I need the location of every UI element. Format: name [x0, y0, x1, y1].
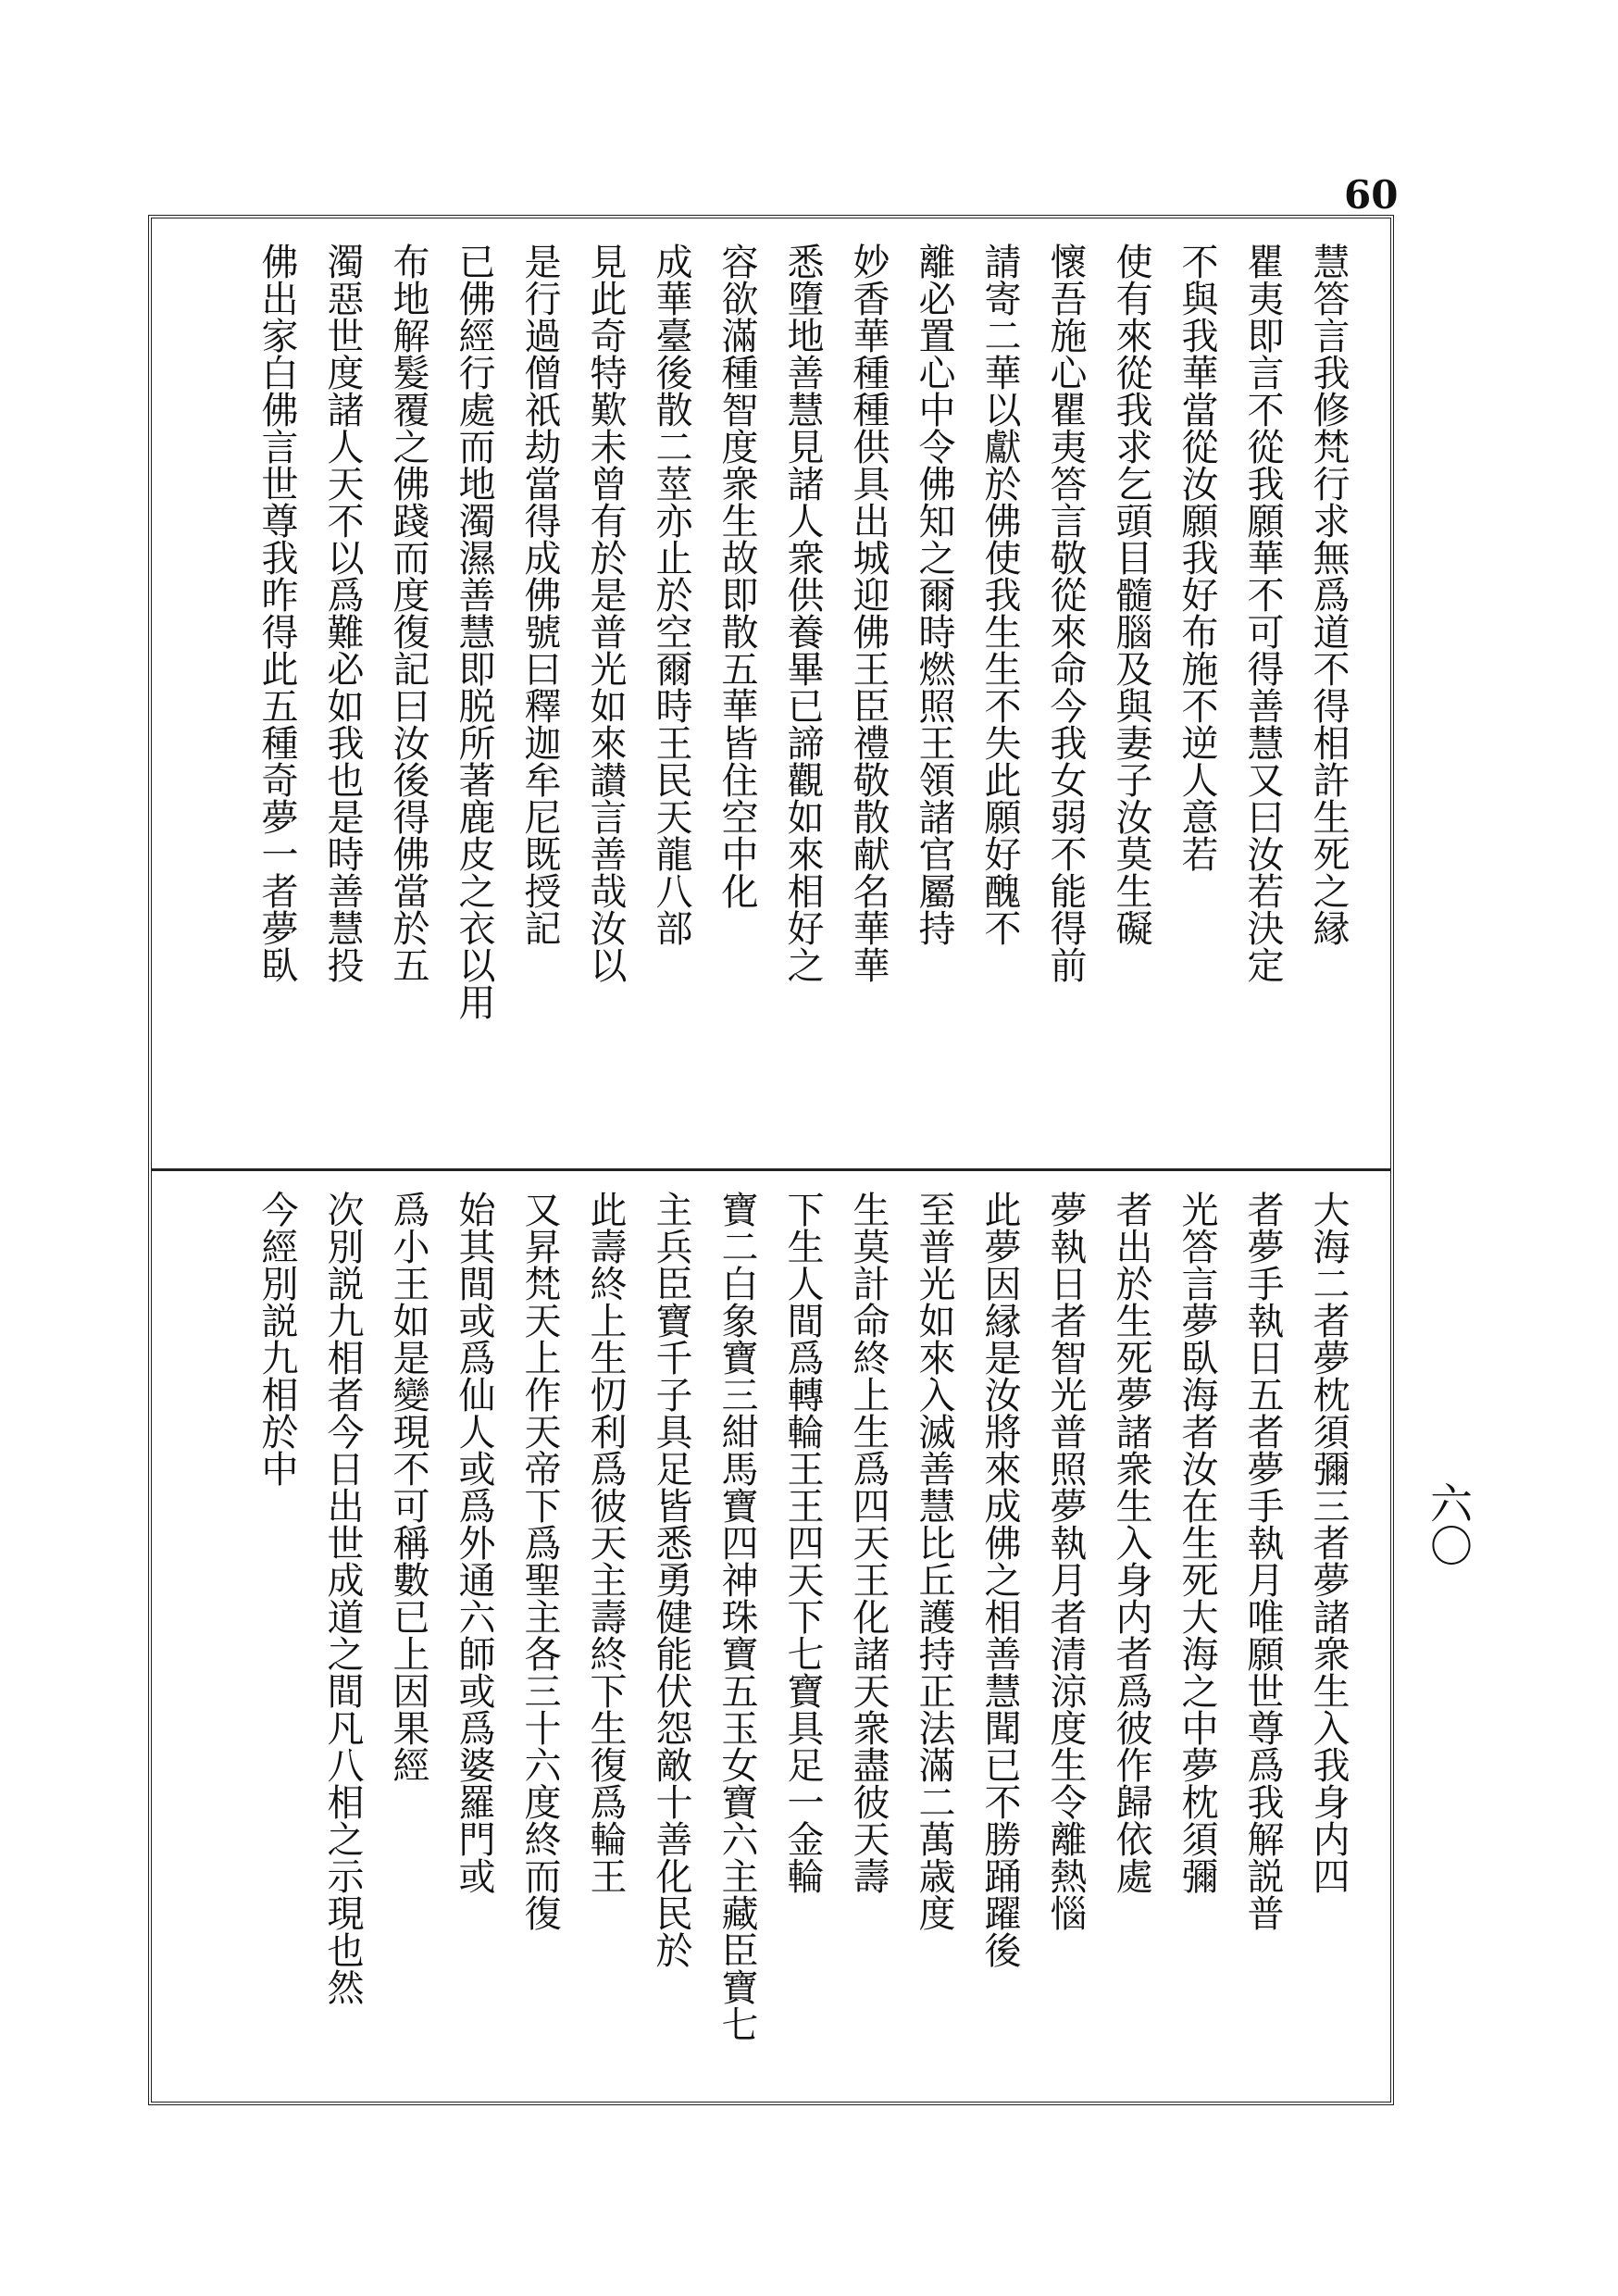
- text-column: 者夢手執日五者夢手執月唯願世尊爲我解説普: [1241, 1191, 1284, 1931]
- text-column: 容欲滿種智度衆生故即散五華皆住空中化: [716, 243, 758, 909]
- text-column: 請寄二華以獻於佛使我生生不失此願好醜不: [978, 243, 1021, 946]
- text-column: 此夢因縁是汝將來成佛之相善慧聞已不勝踊躍後: [978, 1191, 1021, 1968]
- text-column: 懷吾施心瞿夷答言敬從來命今我女弱不能得前: [1044, 243, 1087, 983]
- text-column: 是行過僧祇劫當得成佛號曰釋迦牟尼既授記: [518, 243, 561, 946]
- text-column: 見此奇特歎未曾有於是普光如來讃言善哉汝以: [584, 243, 627, 983]
- text-column: 者出於生死夢諸衆生入身内者爲彼作歸依處: [1110, 1191, 1152, 1894]
- text-column: 此壽終上生忉利爲彼天主壽終下生復爲輪王: [584, 1191, 627, 1894]
- upper-text-block: [185, 243, 1361, 1133]
- text-column: 離必置心中令佛知之爾時燃照王領諸官屬持: [913, 243, 955, 946]
- text-column: 光答言夢臥海者汝在生死大海之中夢枕須彌: [1176, 1191, 1218, 1894]
- text-column: 又昇梵天上作天帝下爲聖主各三十六度終而復: [518, 1191, 561, 1931]
- text-column: 夢執日者智光普照夢執月者清涼度生令離熱惱: [1044, 1191, 1087, 1931]
- page-number-arabic: 60: [1344, 172, 1399, 218]
- text-column: 成華臺後散二莖亦止於空爾時王民天龍八部: [650, 243, 692, 946]
- text-column: 不與我華當從汝願我好布施不逆人意若: [1176, 243, 1218, 872]
- text-column: 下生人間爲轉輪王王四天下七寶具足一金輪: [781, 1191, 824, 1894]
- text-column: 已佛經行處而地濁濕善慧即脱所著鹿皮之衣以用: [453, 243, 495, 1020]
- text-column: 生莫計命終上生爲四天王化諸天衆盡彼天壽: [847, 1191, 890, 1894]
- text-column: 布地解髮覆之佛踐而度復記曰汝後得佛當於五: [387, 243, 429, 983]
- text-column: 寶二白象寶三紺馬寶四神珠寶五玉女寶六主藏臣寶七: [716, 1191, 758, 2042]
- section-divider: [152, 1168, 1390, 1171]
- text-column: 今經別説九相於中: [255, 1191, 298, 1487]
- lower-text-block: [185, 1191, 1361, 2081]
- text-column: 爲小王如是變現不可稱數已上因果經: [387, 1191, 429, 1783]
- text-column: 濁惡世度諸人天不以爲難必如我也是時善慧投: [321, 243, 364, 983]
- text-column: 妙香華種種供具出城迎佛王臣禮敬散献名華華: [847, 243, 890, 983]
- text-column: 主兵臣寶千子具足皆悉勇健能伏怨敵十善化民於: [650, 1191, 692, 1968]
- text-column: 次別説九相者今日出世成道之間凡八相之示現也然: [321, 1191, 364, 2005]
- text-column: 佛出家白佛言世尊我昨得此五種奇夢一者夢臥: [255, 243, 298, 983]
- text-column: 瞿夷即言不從我願華不可得善慧又曰汝若決定: [1241, 243, 1284, 983]
- text-column: 使有來從我求乞頭目髓腦及與妻子汝莫生礙: [1110, 243, 1152, 946]
- text-column: 悉墮地善慧見諸人衆供養畢已諦觀如來相好之: [781, 243, 824, 983]
- text-column: 慧答言我修梵行求無爲道不得相許生死之縁: [1307, 243, 1350, 946]
- page-number-kanji: 六〇: [1424, 1481, 1474, 1566]
- text-column: 大海二者夢枕須彌三者夢諸衆生入我身内四: [1307, 1191, 1350, 1894]
- text-column: 始其間或爲仙人或爲外通六師或爲婆羅門或: [453, 1191, 495, 1894]
- text-column: 至普光如來入滅善慧比丘護持正法滿二萬歳度: [913, 1191, 955, 1931]
